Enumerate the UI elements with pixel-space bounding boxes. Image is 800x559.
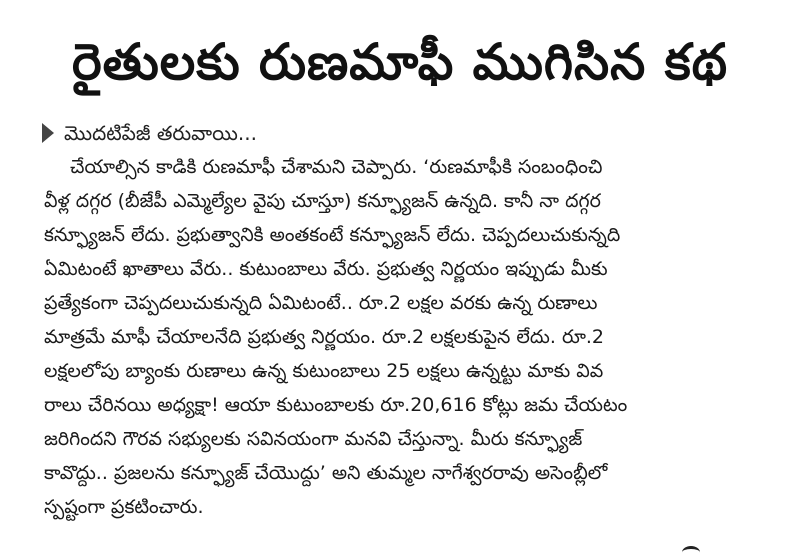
article-line: రాలు చేరినయి అధ్యక్షా! ఆయా కుటుంబాలకు రూ.20,616 కోట్లు జమ చేయటం <box>44 394 628 416</box>
article-line: ప్రత్యేకంగా చెప్పదలుచుకున్నది ఏమిటంటే.. రూ.2 లక్షల వరకు ఉన్న రుణాలు <box>44 292 598 314</box>
page-edge-mark <box>682 546 700 559</box>
continued-from-label <box>42 118 257 148</box>
article-line: వీళ్ల దగ్గర (బీజేపీ ఎమ్మెల్యేల వైపు చూస్తూ) కన్ఫ్యూజన్ ఉన్నది. కానీ నా దగ్గర <box>44 190 601 212</box>
chevron-right-icon <box>42 123 54 143</box>
article-body <box>44 150 774 524</box>
article-line: లక్షలలోపు బ్యాంకు రుణాలు ఉన్న కుటుంబాలు 25 లక్షలు ఉన్నట్టు మాకు వివ <box>44 360 604 382</box>
article-line: చేయాల్సిన కాడికి రుణమాఫీ చేశామని చెప్పారు. ‘రుణమాఫీకి సంబంధించి <box>70 156 603 178</box>
article-line: మాత్రమే మాఫీ చేయాలనేది ప్రభుత్వ నిర్ణయం. రూ.2 లక్షలకుపైన లేదు. రూ.2 <box>44 326 605 348</box>
subhead-text: మొదటిపేజీ తరువాయి... <box>64 121 257 145</box>
article-line: కావొద్దు.. ప్రజలను కన్ఫ్యూజ్ చేయొద్దు’ అని తుమ్మల నాగేశ్వరరావు అసెంబ్లీలో <box>44 462 608 484</box>
headline: రైతులకు రుణమాఫీ ముగిసిన కథ <box>71 33 729 91</box>
article-line: ఏమిటంటే ఖాతాలు వేరు.. కుటుంబాలు వేరు. ప్రభుత్వ నిర్ణయం ఇప్పుడు మీకు <box>44 258 608 280</box>
article-line: స్పష్టంగా ప్రకటించారు. <box>44 496 204 518</box>
article-line: కన్ఫ్యూజన్ లేదు. ప్రభుత్వానికి అంతకంటే కన్ఫ్యూజన్ లేదు. చెప్పదలుచుకున్నది <box>44 224 621 246</box>
article-line: జరిగిందని గౌరవ సభ్యులకు సవినయంగా మనవి చేస్తున్నా. మీరు కన్ఫ్యూజ్ <box>44 428 583 450</box>
